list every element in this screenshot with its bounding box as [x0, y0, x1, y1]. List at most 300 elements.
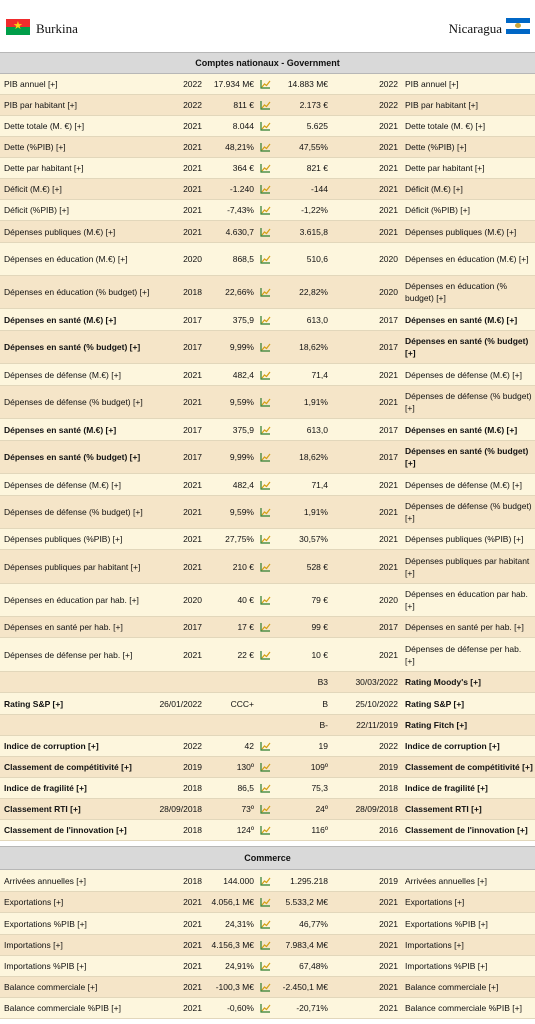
right-value: 99 €	[311, 622, 328, 632]
left-indicator-link[interactable]: Classement de l'innovation [+]	[4, 825, 127, 835]
line-chart-icon[interactable]	[260, 342, 271, 352]
chart-icon-cell[interactable]	[258, 935, 272, 955]
nicaragua-flag-icon	[506, 18, 530, 34]
right-value: 10 €	[311, 649, 328, 660]
right-year: 30/03/2022	[355, 677, 398, 687]
table-row	[0, 672, 535, 693]
right-value: 1.295.218	[290, 875, 328, 886]
right-indicator-link[interactable]: Rating Fitch [+]	[405, 720, 468, 730]
left-year: 28/09/2018	[159, 804, 202, 814]
right-year: 2022	[379, 741, 398, 751]
right-year: 2017	[379, 314, 398, 325]
right-indicator-link[interactable]: Déficit (%PIB) [+]	[405, 205, 470, 215]
right-year: 2021	[379, 649, 398, 660]
line-chart-icon[interactable]	[260, 804, 271, 814]
left-year: 2018	[183, 783, 202, 793]
table-row	[0, 638, 535, 672]
left-indicator-link[interactable]: Arrivées annuelles [+]	[4, 875, 86, 886]
left-value: CCC+	[230, 698, 254, 709]
line-chart-icon[interactable]	[260, 825, 271, 835]
line-chart-icon[interactable]	[260, 287, 271, 297]
chart-icon-cell[interactable]	[258, 638, 272, 671]
right-value: 18,62%	[299, 342, 328, 352]
right-indicator-link[interactable]: Rating S&P [+]	[405, 698, 465, 709]
right-indicator-link[interactable]: Dépenses de défense (% budget) [+]	[405, 391, 532, 413]
right-value: 821 €	[306, 163, 328, 173]
left-value: 144.000	[223, 875, 254, 886]
left-indicator-link[interactable]: Dépenses en éducation par hab. [+]	[4, 595, 139, 605]
line-chart-icon[interactable]	[260, 480, 271, 490]
right-indicator-link[interactable]: Dette (%PIB) [+]	[405, 142, 467, 152]
right-indicator-link[interactable]: Arrivées annuelles [+]	[405, 875, 487, 886]
chart-icon-cell	[258, 672, 272, 692]
left-year	[150, 715, 202, 735]
left-value: 482,4	[232, 479, 254, 490]
line-chart-icon[interactable]	[260, 919, 271, 929]
table-row	[0, 935, 535, 956]
right-indicator-link[interactable]: Dépenses en santé (% budget) [+]	[405, 446, 529, 468]
left-indicator-link[interactable]: Dépenses de défense per hab. [+]	[4, 649, 133, 660]
left-value: 811 €	[233, 100, 254, 110]
chart-icon-cell[interactable]	[258, 913, 272, 934]
left-year: 2018	[183, 875, 202, 886]
right-value: 1,91%	[303, 397, 328, 407]
left-value: -0,60%	[227, 1003, 254, 1013]
left-year: 2021	[183, 940, 202, 950]
left-year: 2017	[183, 622, 202, 632]
left-year: 2021	[183, 918, 202, 929]
right-indicator-link[interactable]: Exportations [+]	[405, 897, 465, 907]
left-indicator-link[interactable]: Indice de corruption [+]	[4, 741, 99, 751]
right-value: 5.625	[306, 121, 328, 131]
left-indicator-link[interactable]: Déficit (%PIB) [+]	[4, 205, 69, 215]
chart-icon-cell[interactable]	[258, 584, 272, 616]
right-indicator-link[interactable]: Balance commerciale %PIB [+]	[405, 1003, 522, 1013]
left-indicator-link[interactable]: Dépenses de défense (M.€) [+]	[4, 479, 121, 490]
line-chart-icon[interactable]	[260, 622, 271, 632]
table-row	[0, 221, 535, 243]
left-indicator-link[interactable]: Dépenses en éducation (M.€) [+]	[4, 254, 128, 264]
left-year: 2021	[183, 142, 202, 152]
right-year: 2021	[379, 142, 398, 152]
left-year: 2021	[183, 479, 202, 490]
left-value: 40 €	[237, 595, 254, 605]
table-row	[0, 496, 535, 529]
table-row	[0, 441, 535, 474]
left-indicator-link[interactable]: Dépenses en éducation (% budget) [+]	[4, 287, 150, 297]
line-chart-icon[interactable]	[260, 163, 271, 173]
left-indicator-link[interactable]: Classement RTI [+]	[4, 804, 81, 814]
left-value: -7,43%	[227, 205, 254, 215]
table-row	[0, 243, 535, 276]
right-value: 3.615,8	[299, 226, 328, 237]
left-year: 26/01/2022	[159, 698, 202, 709]
line-chart-icon[interactable]	[260, 142, 271, 152]
right-indicator-link[interactable]: Dépenses publiques par habitant [+]	[405, 555, 530, 578]
line-chart-icon[interactable]	[260, 121, 271, 131]
chart-icon-cell[interactable]	[258, 331, 272, 363]
table-row	[0, 584, 535, 617]
table-row	[0, 276, 535, 309]
left-value: 364 €	[232, 163, 254, 173]
right-indicator-link[interactable]: Exportations %PIB [+]	[405, 918, 488, 929]
left-indicator-link[interactable]: Exportations %PIB [+]	[4, 918, 87, 929]
left-indicator-link[interactable]: PIB annuel [+]	[4, 79, 58, 89]
right-indicator-link[interactable]: Indice de fragilité [+]	[405, 783, 488, 793]
right-value: 75,3	[311, 783, 328, 793]
right-value: 79 €	[311, 595, 328, 605]
chart-icon-cell[interactable]	[258, 158, 272, 178]
line-chart-icon[interactable]	[260, 961, 271, 971]
left-country-name[interactable]: Burkina	[36, 21, 78, 36]
right-year: 2021	[379, 507, 398, 517]
left-year: 2021	[183, 897, 202, 907]
right-value: 47,55%	[299, 142, 328, 152]
right-year: 2020	[379, 287, 398, 297]
right-year: 2021	[379, 961, 398, 971]
right-year: 2017	[379, 424, 398, 435]
left-indicator-link[interactable]	[4, 672, 154, 692]
line-chart-icon[interactable]	[260, 227, 271, 237]
chart-icon-cell[interactable]	[258, 200, 272, 220]
right-country-name[interactable]: Nicaragua	[448, 21, 502, 36]
right-indicator-link[interactable]: Importations %PIB [+]	[405, 961, 488, 971]
left-year: 2021	[183, 961, 202, 971]
left-year: 2021	[183, 561, 202, 572]
left-year: 2022	[183, 79, 202, 89]
left-indicator-link[interactable]: Dépenses en santé (% budget) [+]	[4, 452, 141, 462]
right-value: 30,57%	[299, 534, 328, 544]
chart-icon-cell[interactable]	[258, 496, 272, 528]
left-year: 2019	[183, 762, 202, 772]
chart-icon-cell[interactable]	[258, 998, 272, 1018]
right-indicator-link[interactable]: Dépenses en éducation par hab. [+]	[405, 589, 528, 611]
right-indicator-link[interactable]: Dépenses de défense (M.€) [+]	[405, 369, 522, 380]
left-year: 2021	[183, 982, 202, 992]
chart-icon-cell[interactable]	[258, 74, 272, 94]
right-value: -144	[310, 184, 328, 194]
right-value: -20,71%	[296, 1003, 328, 1013]
left-indicator-link[interactable]: PIB par habitant [+]	[4, 100, 78, 110]
chart-icon-cell[interactable]	[258, 179, 272, 199]
left-value	[202, 672, 254, 692]
left-year: 2021	[183, 121, 202, 131]
left-value: 210 €	[232, 561, 254, 572]
right-value: 613,0	[306, 314, 328, 325]
left-year: 2022	[183, 741, 202, 751]
line-chart-icon[interactable]	[260, 940, 271, 950]
chart-icon-cell	[258, 693, 272, 714]
left-value	[202, 715, 254, 735]
right-indicator-link[interactable]: Dépenses en santé (% budget) [+]	[405, 336, 529, 358]
left-year	[150, 672, 202, 692]
right-year: 2017	[379, 452, 398, 462]
left-indicator-link[interactable]: Dépenses en santé (M.€) [+]	[4, 424, 117, 435]
table-row	[0, 757, 535, 778]
table-row	[0, 778, 535, 799]
left-indicator-link[interactable]: Exportations [+]	[4, 897, 64, 907]
left-value: 9,59%	[229, 507, 254, 517]
line-chart-icon[interactable]	[260, 370, 271, 380]
right-year: 2019	[379, 875, 398, 886]
left-indicator-link[interactable]: Déficit (M.€) [+]	[4, 184, 62, 194]
right-value: B	[322, 698, 328, 709]
right-year: 2021	[379, 226, 398, 237]
left-value: 22,66%	[225, 287, 254, 297]
right-indicator-link[interactable]: Rating Moody's [+]	[405, 677, 481, 687]
left-value: 9,59%	[229, 397, 254, 407]
chart-icon-cell[interactable]	[258, 116, 272, 136]
left-value: 124º	[236, 825, 254, 835]
right-indicator-link[interactable]: Dépenses en éducation (% budget) [+]	[405, 281, 508, 303]
left-value: 9,99%	[229, 452, 254, 462]
right-year: 2021	[379, 184, 398, 194]
chart-icon-cell[interactable]	[258, 820, 272, 840]
chart-icon-cell[interactable]	[258, 276, 272, 308]
right-value: 613,0	[306, 424, 328, 435]
right-indicator-link[interactable]: PIB par habitant [+]	[405, 100, 479, 110]
right-value: 71,4	[311, 479, 328, 490]
left-indicator-link[interactable]: Dette (%PIB) [+]	[4, 142, 66, 152]
right-year: 2021	[379, 369, 398, 380]
right-year: 2021	[379, 561, 398, 572]
chart-icon-cell[interactable]	[258, 441, 272, 473]
right-indicator-link[interactable]: Indice de corruption [+]	[405, 741, 500, 751]
right-value: 18,62%	[299, 452, 328, 462]
right-year: 2020	[379, 595, 398, 605]
chart-icon-cell[interactable]	[258, 364, 272, 385]
left-year: 2017	[183, 452, 202, 462]
right-indicator-link[interactable]: Dépenses en éducation (M.€) [+]	[405, 254, 529, 264]
left-indicator-link[interactable]: Dépenses en santé per hab. [+]	[4, 622, 123, 632]
right-indicator-link[interactable]: Dette totale (M. €) [+]	[405, 121, 486, 131]
chart-icon-cell[interactable]	[258, 95, 272, 115]
right-indicator-link[interactable]: Dépenses publiques (%PIB) [+]	[405, 534, 524, 544]
right-value: 14.883 M€	[287, 79, 328, 89]
right-indicator-link[interactable]: Balance commerciale [+]	[405, 982, 499, 992]
right-year: 2017	[379, 622, 398, 632]
table-row	[0, 158, 535, 179]
line-chart-icon[interactable]	[260, 315, 271, 325]
right-year: 2021	[379, 397, 398, 407]
left-value: 375,9	[232, 314, 254, 325]
chart-icon-cell[interactable]	[258, 221, 272, 242]
line-chart-icon[interactable]	[260, 982, 271, 992]
left-indicator-link[interactable]: Dépenses en santé (% budget) [+]	[4, 342, 141, 352]
chart-icon-cell[interactable]	[258, 799, 272, 819]
left-value: 42	[244, 741, 254, 751]
country-header	[0, 0, 535, 52]
line-chart-icon[interactable]	[260, 397, 271, 407]
right-value: 22,82%	[299, 287, 328, 297]
right-indicator-link[interactable]: Dépenses en santé (M.€) [+]	[405, 424, 518, 435]
right-year: 25/10/2022	[355, 698, 398, 709]
table-row	[0, 736, 535, 757]
table-row	[0, 200, 535, 221]
right-indicator-link[interactable]: Importations [+]	[405, 940, 464, 950]
right-value: B3	[317, 677, 328, 687]
line-chart-icon[interactable]	[260, 897, 271, 907]
right-value: 24º	[315, 804, 328, 814]
right-year: 28/09/2018	[355, 804, 398, 814]
right-indicator-link[interactable]: Dépenses publiques (M.€) [+]	[405, 226, 517, 237]
table-row	[0, 550, 535, 584]
chart-icon-cell	[258, 715, 272, 735]
left-value: 24,91%	[225, 961, 254, 971]
right-value: 71,4	[311, 369, 328, 380]
right-indicator-link[interactable]: Dépenses de défense (M.€) [+]	[405, 479, 522, 490]
left-indicator-link[interactable]	[4, 715, 154, 735]
right-year: 2021	[379, 940, 398, 950]
table-row	[0, 95, 535, 116]
right-year: 2020	[379, 254, 398, 264]
right-indicator-link[interactable]: PIB annuel [+]	[405, 79, 459, 89]
left-year: 2021	[183, 507, 202, 517]
left-value: 375,9	[232, 424, 254, 435]
table-row	[0, 617, 535, 638]
left-value: 130º	[236, 762, 254, 772]
right-indicator-link[interactable]: Classement de compétitivité [+]	[405, 762, 533, 772]
right-indicator-link[interactable]: Classement RTI [+]	[405, 804, 482, 814]
line-chart-icon[interactable]	[260, 595, 271, 605]
chart-icon-cell[interactable]	[258, 419, 272, 440]
left-indicator-link[interactable]: Dépenses de défense (% budget) [+]	[4, 507, 143, 517]
right-value: 5.533,2 M€	[285, 897, 328, 907]
left-value: 73º	[241, 804, 254, 814]
table-row	[0, 529, 535, 550]
chart-icon-cell[interactable]	[258, 778, 272, 798]
left-indicator-link[interactable]: Balance commerciale %PIB [+]	[4, 1003, 121, 1013]
left-indicator-link[interactable]: Importations [+]	[4, 940, 63, 950]
left-value: 9,99%	[229, 342, 254, 352]
line-chart-icon[interactable]	[260, 507, 271, 517]
table-row	[0, 977, 535, 998]
right-indicator-link[interactable]: Dépenses de défense per hab. [+]	[405, 643, 522, 666]
left-indicator-link[interactable]: Dépenses publiques (%PIB) [+]	[4, 534, 123, 544]
line-chart-icon[interactable]	[260, 1003, 271, 1013]
chart-icon-cell[interactable]	[258, 529, 272, 549]
left-year: 2022	[183, 100, 202, 110]
line-chart-icon[interactable]	[260, 876, 271, 886]
left-year: 2018	[183, 825, 202, 835]
chart-icon-cell[interactable]	[258, 956, 272, 976]
left-year: 2017	[183, 342, 202, 352]
left-indicator-link[interactable]: Importations %PIB [+]	[4, 961, 87, 971]
right-year: 2016	[379, 825, 398, 835]
left-year: 2021	[183, 1003, 202, 1013]
left-value: 8.044	[232, 121, 254, 131]
right-indicator-link[interactable]: Déficit (M.€) [+]	[405, 184, 463, 194]
right-value: 67,48%	[299, 961, 328, 971]
table-row	[0, 419, 535, 441]
left-indicator-link[interactable]: Dette totale (M. €) [+]	[4, 121, 85, 131]
table-row	[0, 137, 535, 158]
table-row	[0, 74, 535, 95]
line-chart-icon[interactable]	[260, 100, 271, 110]
chart-icon-cell[interactable]	[258, 617, 272, 637]
right-indicator-link[interactable]: Dépenses en santé (M.€) [+]	[405, 314, 518, 325]
right-year: 2021	[379, 534, 398, 544]
line-chart-icon[interactable]	[260, 79, 271, 89]
left-indicator-link[interactable]: Dépenses publiques (M.€) [+]	[4, 226, 116, 237]
chart-icon-cell[interactable]	[258, 386, 272, 418]
line-chart-icon[interactable]	[260, 762, 271, 772]
right-year: 22/11/2019	[356, 720, 398, 730]
right-year: 2021	[379, 1003, 398, 1013]
chart-icon-cell[interactable]	[258, 550, 272, 583]
left-year: 2021	[183, 205, 202, 215]
left-value: 482,4	[232, 369, 254, 380]
chart-icon-cell[interactable]	[258, 243, 272, 275]
chart-icon-cell[interactable]	[258, 736, 272, 756]
line-chart-icon[interactable]	[260, 783, 271, 793]
left-indicator-link[interactable]: Dépenses de défense (M.€) [+]	[4, 369, 121, 380]
table-row	[0, 309, 535, 331]
line-chart-icon[interactable]	[260, 254, 271, 264]
chart-icon-cell[interactable]	[258, 892, 272, 912]
chart-icon-cell[interactable]	[258, 309, 272, 330]
chart-icon-cell[interactable]	[258, 137, 272, 157]
left-indicator-link[interactable]: Rating S&P [+]	[4, 698, 64, 709]
table-row	[0, 715, 535, 736]
left-value: 4.156,3 M€	[211, 940, 254, 950]
right-indicator-link[interactable]: Dette par habitant [+]	[405, 163, 485, 173]
line-chart-icon[interactable]	[260, 650, 271, 660]
table-row	[0, 870, 535, 892]
table-row	[0, 693, 535, 715]
table-row	[0, 820, 535, 841]
line-chart-icon[interactable]	[260, 562, 271, 572]
line-chart-icon[interactable]	[260, 205, 271, 215]
left-indicator-link[interactable]: Dépenses en santé (M.€) [+]	[4, 314, 117, 325]
left-year: 2021	[183, 226, 202, 237]
line-chart-icon[interactable]	[260, 452, 271, 462]
line-chart-icon[interactable]	[260, 184, 271, 194]
left-value: -1.240	[229, 184, 254, 194]
right-value: B-	[319, 720, 328, 730]
chart-icon-cell[interactable]	[258, 870, 272, 891]
left-indicator-link[interactable]: Balance commerciale [+]	[4, 982, 98, 992]
left-indicator-link[interactable]: Indice de fragilité [+]	[4, 783, 87, 793]
left-value: 27,75%	[225, 534, 254, 544]
right-year: 2022	[379, 79, 398, 89]
line-chart-icon[interactable]	[260, 741, 271, 751]
right-year: 2021	[379, 479, 398, 490]
right-indicator-link[interactable]: Classement de l'innovation [+]	[405, 825, 528, 835]
left-indicator-link[interactable]: Dépenses de défense (% budget) [+]	[4, 397, 143, 407]
chart-icon-cell[interactable]	[258, 757, 272, 777]
right-year: 2021	[379, 205, 398, 215]
chart-icon-cell[interactable]	[258, 474, 272, 495]
left-value: 17 €	[237, 622, 254, 632]
left-value: 4.630,7	[225, 226, 254, 237]
line-chart-icon[interactable]	[260, 534, 271, 544]
left-indicator-link[interactable]: Dépenses publiques par habitant [+]	[4, 561, 141, 572]
line-chart-icon[interactable]	[260, 425, 271, 435]
left-indicator-link[interactable]: Classement de compétitivité [+]	[4, 762, 132, 772]
table-row	[0, 892, 535, 913]
right-value: 116º	[311, 825, 328, 835]
right-indicator-link[interactable]: Dépenses de défense (% budget) [+]	[405, 501, 532, 523]
right-value: 109º	[310, 762, 328, 772]
right-value: 46,77%	[299, 918, 328, 929]
left-indicator-link[interactable]: Dette par habitant [+]	[4, 163, 84, 173]
right-indicator-link[interactable]: Dépenses en santé per hab. [+]	[405, 622, 524, 632]
chart-icon-cell[interactable]	[258, 977, 272, 997]
table-row	[0, 179, 535, 200]
right-value: 528 €	[306, 561, 328, 572]
right-value: 1,91%	[303, 507, 328, 517]
